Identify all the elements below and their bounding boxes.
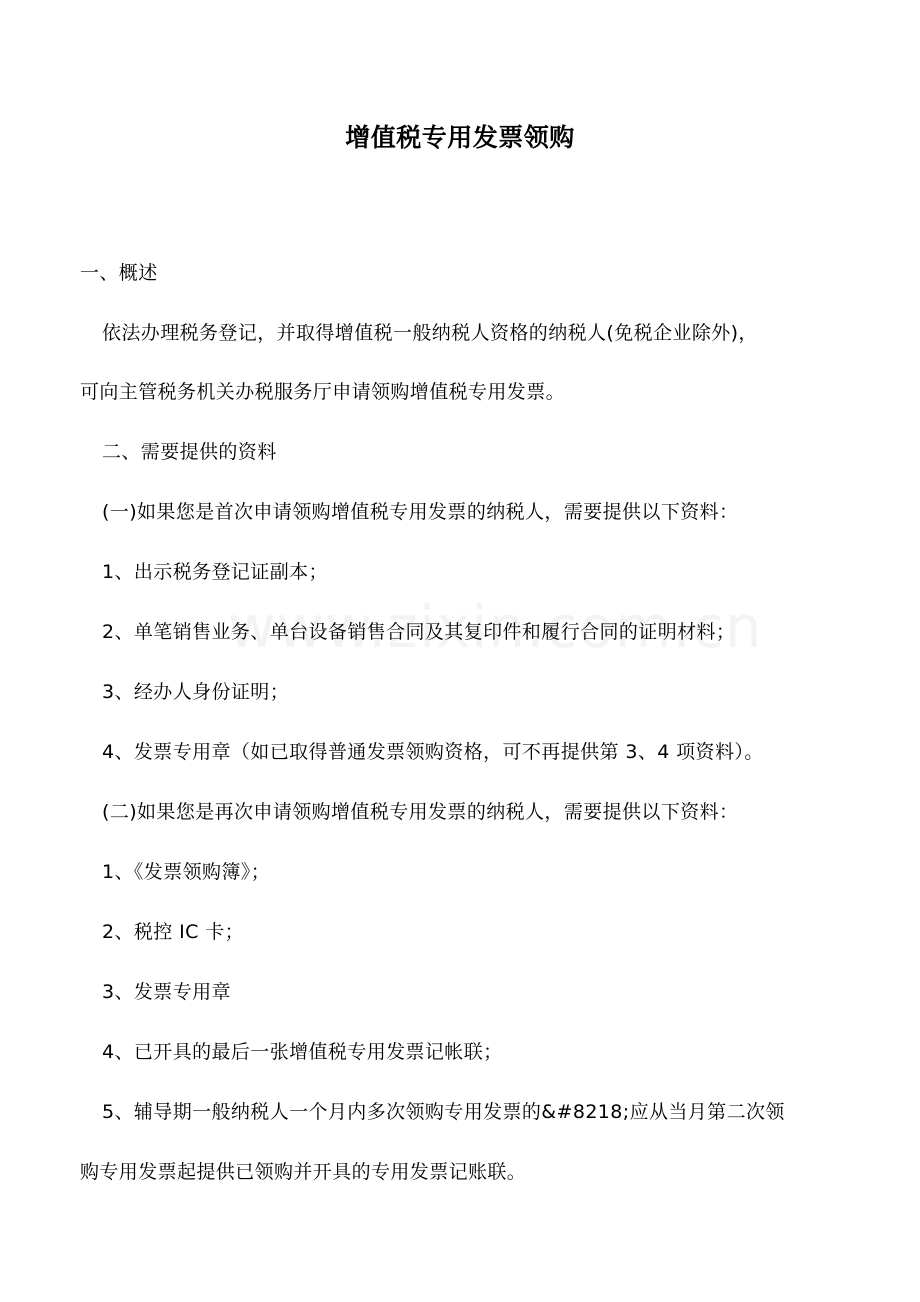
list-item: 1、《发票领购簿》；	[102, 861, 271, 883]
paragraph-line: 依法办理税务登记，并取得增值税一般纳税人资格的纳税人(免税企业除外)，	[102, 322, 758, 344]
list-item: 5、辅导期一般纳税人一个月内多次领购专用发票的&#8218;应从当月第二次领	[102, 1101, 785, 1123]
list-item: 1、出示税务登记证副本；	[102, 561, 328, 583]
section-heading-materials: 二、需要提供的资料	[102, 441, 277, 463]
section-heading-overview: 一、概述	[80, 262, 158, 284]
list-item: 3、经办人身份证明；	[102, 681, 290, 703]
paragraph-line: 可向主管税务机关办税服务厅申请领购增值税专用发票。	[80, 381, 566, 403]
subsection-heading-repeat-application: (二)如果您是再次申请领购增值税专用发票的纳税人，需要提供以下资料：	[102, 801, 739, 823]
list-item: 4、已开具的最后一张增值税专用发票记帐联；	[102, 1041, 503, 1063]
list-item: 2、单笔销售业务、单台设备销售合同及其复印件和履行合同的证明材料；	[102, 621, 736, 643]
subsection-heading-first-application: (一)如果您是首次申请领购增值税专用发票的纳税人，需要提供以下资料：	[102, 501, 739, 523]
list-item: 3、发票专用章	[102, 981, 231, 1003]
list-item: 2、税控 IC 卡；	[102, 921, 245, 943]
page-title: 增值税专用发票领购	[345, 123, 575, 152]
list-item: 4、发票专用章（如已取得普通发票领购资格，可不再提供第 3、4 项资料）。	[102, 741, 764, 763]
paragraph-line: 购专用发票起提供已领购并开具的专用发票记账联。	[80, 1161, 527, 1183]
